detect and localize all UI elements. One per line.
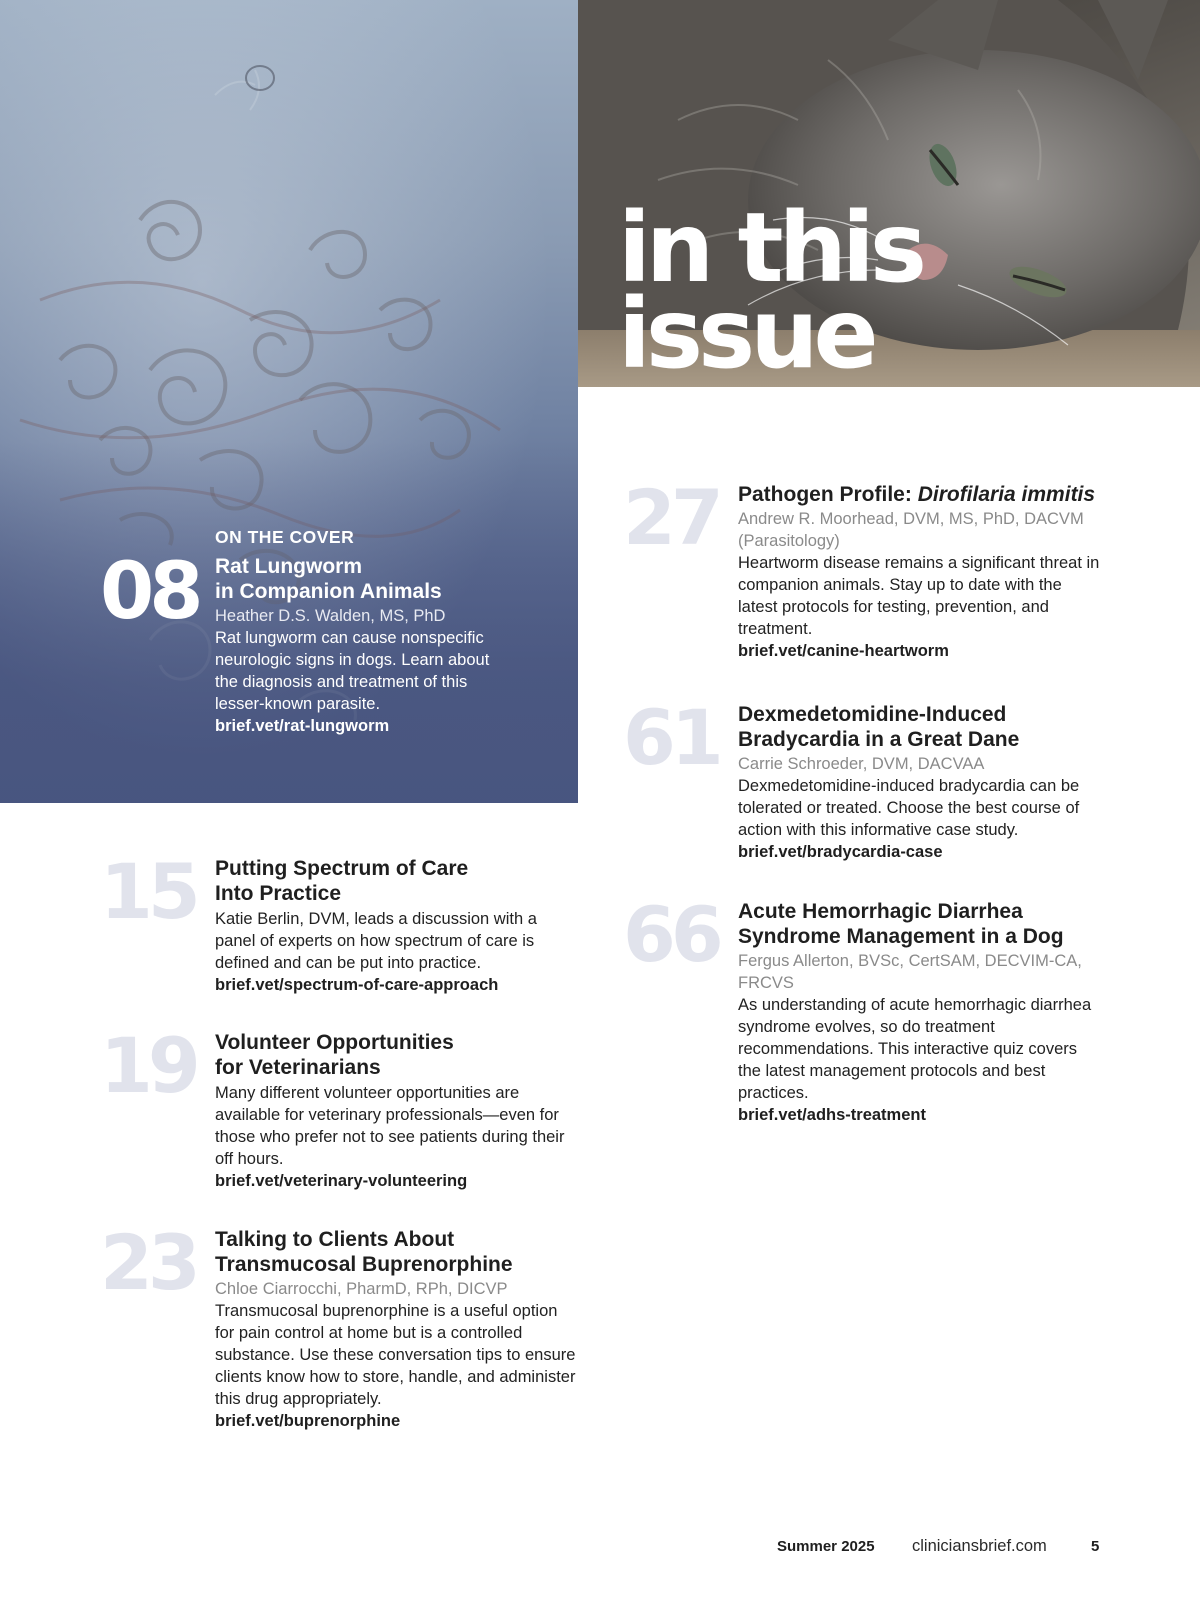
page-footer [0,1538,1200,1562]
entry-title [215,856,565,906]
entry-author: Fergus Allerton, BVSc, CertSAM, DECVIM-CA, FRCVS [738,952,1082,992]
cover-story-description: Rat lungworm can cause nonspecific neurologic signs in dogs. Learn about the diagnosis and treatment of this lesser-known parasite. [215,629,490,713]
cover-story-number: 08 [100,547,199,637]
entry-title-line2: Syndrome Management in a Dog [738,925,1064,948]
entry-number: 19 [100,1021,196,1110]
entry-title [738,482,1103,507]
entry-title-prefix: Pathogen Profile: [738,483,918,506]
cover-story-link[interactable]: brief.vet/rat-lungworm [215,717,390,735]
entry-title-line1: Putting Spectrum of Care [215,857,469,880]
entry-title-line2: Transmucosal Buprenorphine [215,1253,513,1276]
entry-title [738,899,1103,949]
headline-line2: issue [618,278,874,390]
entry-description: Katie Berlin, DVM, leads a discussion with a panel of experts on how spectrum of care is defined and can be put into practice. [215,910,537,972]
entry-title [215,1227,577,1277]
entry-title-line1: Volunteer Opportunities [215,1031,454,1054]
entry-title-line2: Into Practice [215,882,342,905]
entry-title-line2: Bradycardia in a Great Dane [738,728,1020,751]
cover-story-title-line2: in Companion Animals [215,580,442,603]
entry-number: 61 [623,693,719,782]
entry-title-line2: for Veterinarians [215,1056,381,1079]
headline-line1: in this [618,192,922,304]
entry-title [215,1030,577,1080]
entry-number: 23 [100,1218,196,1307]
entry-number: 27 [623,473,719,562]
entry-author: Chloe Ciarrocchi, PharmD, RPh, DICVP [215,1280,508,1298]
entry-number: 66 [623,890,719,979]
entry-link[interactable]: brief.vet/bradycardia-case [738,843,943,861]
footer-issue: Summer 2025 [777,1538,875,1555]
entry-number: 15 [100,847,196,936]
entry-title-italic: Dirofilaria immitis [917,483,1096,506]
entry-title-line1: Talking to Clients About [215,1228,455,1251]
entry-title-line1: Acute Hemorrhagic Diarrhea [738,900,1023,923]
entry-link[interactable]: brief.vet/spectrum-of-care-approach [215,976,499,994]
on-the-cover-label: ON THE COVER [215,527,355,547]
cover-story-author: Heather D.S. Walden, MS, PhD [215,607,446,625]
entry-description: Many different volunteer opportunities are available for veterinary professionals—even for those who prefer not to see patients during their off hours. [215,1084,565,1168]
entry-description: As understanding of acute hemorrhagic diarrhea syndrome evolves, so do treatment recommendations. This interactive quiz covers the latest management protocols and best practices. [738,996,1092,1102]
cover-story-title [215,554,515,604]
entry-link[interactable]: brief.vet/buprenorphine [215,1412,401,1430]
entry-description: Transmucosal buprenorphine is a useful option for pain control at home but is a controlled substance. Use these conversation tips to ensure clients know how to store, handle, and administer this drug appropriately. [215,1302,576,1408]
entry-title [738,702,1103,752]
entry-link[interactable]: brief.vet/veterinary-volunteering [215,1172,468,1190]
page-headline [618,192,922,390]
footer-page-number: 5 [1091,1538,1100,1555]
entry-author: Andrew R. Moorhead, DVM, MS, PhD, DACVM (Parasitology) [738,510,1084,550]
cover-story-title-line1: Rat Lungworm [215,555,362,578]
entry-title-line1: Dexmedetomidine-Induced [738,703,1007,726]
entry-description: Heartworm disease remains a significant threat in companion animals. Stay up to date with the latest protocols for testing, prevention, and treatment. [738,554,1100,638]
entry-author: Carrie Schroeder, DVM, DACVAA [738,755,985,773]
footer-site[interactable]: cliniciansbrief.com [912,1537,1047,1555]
entry-description: Dexmedetomidine-induced bradycardia can be tolerated or treated. Choose the best course of action with this informative case study. [738,777,1080,839]
entry-link[interactable]: brief.vet/canine-heartworm [738,642,949,660]
entry-link[interactable]: brief.vet/adhs-treatment [738,1106,926,1124]
